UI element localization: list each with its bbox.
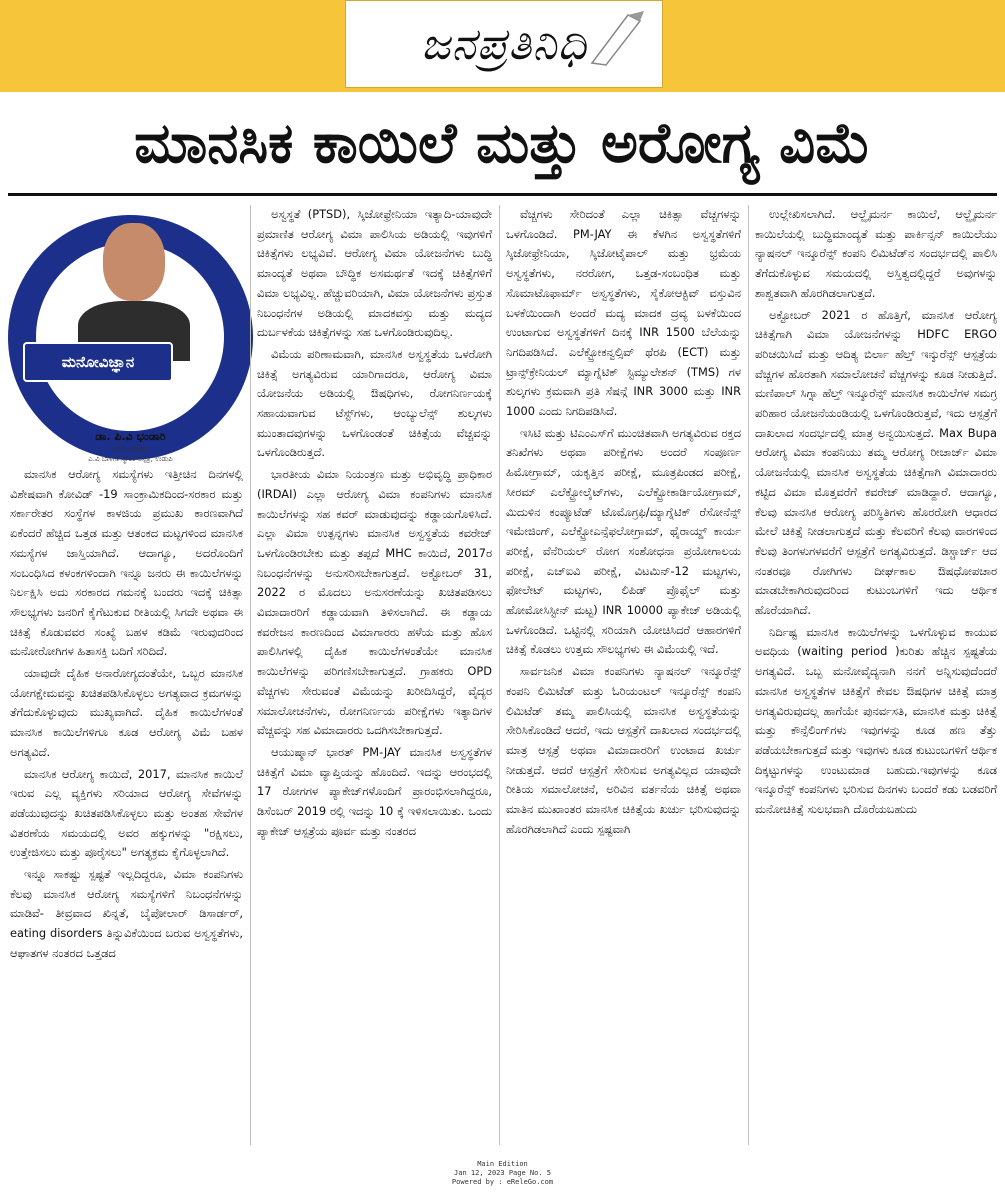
pen-nib-icon (588, 7, 648, 67)
author-org: ಎ.ವಿ ಬಾಳಿಗಾ ಸ್ಮಾರಕ ಆಸ್ಪತ್ರೆ, ಉಡುಪಿ (88, 455, 173, 463)
column-2 (257, 205, 492, 1150)
paragraph: ಸಾರ್ವಜನಿಕ ವಿಮಾ ಕಂಪನಿಗಳು ನ್ಯಾಷನಲ್ ಇನ್ಶೂರೆನ್ಸ್ ಕಂಪನಿ ಲಿಮಿಟೆಡ್ ಮತ್ತು ಓರಿಯಂಟಲ್ ಇನ್ಶೂರೆನ್ಸ್ ಕಂಪನಿ ಲಿಮಿಟೆಡ್ ತಮ್ಮ ಪಾಲಿಸಿಯಲ್ಲಿ ಮಾನಸಿಕ ಅಸ್ವಸ್ಥತೆಯನ್ನು ಸೇರಿಸಿಕೊಂಡಿದೆ ಆದರೆ, ಇದು ಆಸ್ಪತ್ರೆಗೆ ದಾಖಲಾದ ಸಂದರ್ಭದಲ್ಲಿ ಮಾತ್ರ ಆಸ್ಪತ್ರೆ ಅಥವಾ ವಿಮಾದಾರರಿಗೆ ಉಂಟಾದ ಖರ್ಚು ನೀಡುತ್ತದೆ. ಆದರೆ ಆಸ್ಪತ್ರೆಗೆ ಸೇರಿಸುವ ಅಗತ್ಯವಿಲ್ಲದ ಯಾವುದೇ ರೀತಿಯ ಸಮಾಲೋಚನೆ, ಅರಿವಿನ ವರ್ತನೆಯ ಚಿಕಿತ್ಸೆ ಅಥವಾ ಮಾತಿನ ಮುಖಾಂತರ ಮಾನಸಿಕ ಚಿಕಿತ್ಸೆಯ ಖರ್ಚು ಭರಿಸುವುದನ್ನು ಹೊರಗಿಡಲಾಗಿದೆ ಎಂದು ಸ್ಪಷ್ಟವಾಗಿ (506, 664, 741, 836)
paragraph: ಅಕ್ಟೋಬರ್ 2021 ರ ಹೊತ್ತಿಗೆ, ಮಾನಸಿಕ ಆರೋಗ್ಯ ಚಿಕಿತ್ಸೆಗಾಗಿ ವಿಮಾ ಯೋಜನೆಗಳನ್ನು HDFC ERGO ಪರಿಚಯಿಸಿದೆ ಮತ್ತು ಆದಿತ್ಯ ಬಿರ್ಲಾ ಹೆಲ್ತ್ ಇನ್ಶುರೆನ್ಸ್ ಆಸ್ಪತ್ರೆಯ ವೆಚ್ಚಗಳ ಹೊರತಾಗಿ ಸಮಾಲೋಚನೆ ವೆಚ್ಚಗಳನ್ನು ಕೂಡ ನೀಡುತ್ತಿದೆ. ಮಣಿಪಾಲ್ ಸಿಗ್ನಾ ಹೆಲ್ತ್ ಇನ್ಶೂರೆನ್ಸ್ ಮಾನಸಿಕ ಕಾಯಿಲೆಗಳ ಸಮಗ್ರ ಪರಿಹಾರ ಯೋಜನೆಯಂಡಿಯಲ್ಲಿ ಒಳಗೊಂಡಿರುತ್ತವೆ, ಇದು ಆಸ್ಪತ್ರೆಗೆ ದಾಖಲಾದ ಸಂದರ್ಭದಲ್ಲಿ ಮಾತ್ರ ಅನ್ವಯಿಸುತ್ತದೆ. Max Bupa ಆರೋಗ್ಯ ವಿಮಾ ಕಂಪನಿಯು ತಮ್ಮ ಆರೋಗ್ಯ ರೀಚಾರ್ಜ್ ವಿಮಾ ಯೋಜನೆಯಲ್ಲಿ ಮಾನಸಿಕ ಅಸ್ವಸ್ಥತೆಯ ಚಿಕಿತ್ಸೆಗಾಗಿ ವಿಮಾದಾರರು ಕಟ್ಟಿದ ವಿಮಾ ಮೊತ್ತವರೆಗೆ ಕವರೇಜ್ ಮಾಡಿದ್ದಾರೆ. ಆದಾಗ್ಯೂ, ಕೆಲವು ಮಾನಸಿಕ ಆರೋಗ್ಯ ಪರಿಸ್ಥಿತಿಗಳು ಹೊರರೋಗಿ ಆಧಾರದ ಮೇಲೆ ಚಿಕಿತ್ಸೆ ನೀಡಲಾಗುತ್ತದೆ ಮತ್ತು ಕೆಲವರಿಗೆ ಕೆಲವು ವಾರಗಳಿಂದ ಕೆಲವು ತಿಂಗಳುಗಳವರೆಗೆ ಆಸ್ಪತ್ರೆಗೆ ಅಗತ್ಯವಿರುತ್ತದೆ. ಡಿಸ್ಚಾರ್ಜ್ ಆದ ನಂತರವೂ ರೋಗಿಗಳು ದೀರ್ಘಕಾಲ ಔಷಧೋಪಚಾರ ಮಾಡಬೇಕಾಗಿರುವುದರಿಂದ ಕುಟುಂಬಗಳಿಗೆ ಇದು ಆರ್ಥಿಕ ಹೊರೆಯಾಗಿದೆ. (755, 307, 997, 618)
paragraph: ಇನ್ನೂ ಸಾಕಷ್ಟು ಸ್ಪಷ್ಟತೆ ಇಲ್ಲದಿದ್ದರೂ, ವಿಮಾ ಕಂಪನಿಗಳು ಕೆಲವು ಮಾನಸಿಕ ಆರೋಗ್ಯ ಸಮಸ್ಯೆಗಳಿಗೆ ನಿಬಂಧನೆಗಳನ್ನು ಮಾಡಿವೆ- ತೀವ್ರವಾದ ಖಿನ್ನತೆ, ಬೈಪೋಲಾರ್ ಡಿಸಾರ್ಡರ್, eating disorders ತಿನ್ನುವಿಕೆಯಿಂದ ಬರುವ ಅಸ್ವಸ್ಥತೆಗಳು, ಆಘಾತಗಳ ನಂತರದ ಒತ್ತಡದ (10, 867, 243, 960)
paragraph: ಭಾರತೀಯ ವಿಮಾ ನಿಯಂತ್ರಣ ಮತ್ತು ಅಭಿವೃದ್ಧಿ ಪ್ರಾಧಿಕಾರ (IRDAI) ಎಲ್ಲಾ ಆರೋಗ್ಯ ವಿಮಾ ಕಂಪನಿಗಳು ಮಾನಸಿಕ ಕಾಯಿಲೆಗಳನ್ನು ಸಹ ಕವರ್ ಮಾಡುವುದನ್ನು ಕಡ್ಡಾಯಗೊಳಿಸಿದೆ. ಎಲ್ಲಾ ವಿಮಾ ಉತ್ಪನ್ನಗಳು ಮಾನಸಿಕ ಅಸ್ವಸ್ಥತೆಯ ಕವರೇಜ್ ಒಳಗೊಂಡಿರಬೇಕು ಮತ್ತು ತಪ್ಪದೆ MHC ಕಾಯಿದೆ, 2017ರ ನಿಬಂಧನೆಗಳನ್ನು ಅನುಸರಿಸಬೇಕಾಗುತ್ತದೆ. ಅಕ್ಟೋಬರ್ 31, 2022 ರ ಮೊದಲು ಅನುಸರಣೆಯನ್ನು ಖಚಿತಪಡಿಸಲು ವಿಮಾದಾರರಿಗೆ ಕಡ್ಡಾಯವಾಗಿ ತಿಳಿಸಲಾಗಿದೆ. ಈ ಕಡ್ಡಾಯ ಕವರೇಜನ ಕಾರಣದಿಂದ ವಿಮಾಗಾರರು ಹಳೆಯ ಮತ್ತು ಹೊಸ ಪಾಲಿಸಿಗಳಲ್ಲಿ ದೈಹಿಕ ಕಾಯಿಲೆಗಳಂತೆಯೇ ಮಾನಸಿಕ ಕಾಯಿಲೆಗಳನ್ನು ಪರಿಗಣಿಸಬೇಕಾಗುತ್ತದೆ. ಗ್ರಾಹಕರು OPD ವೆಚ್ಚಗಳು ಸೇರುವಂತೆ ವಿಮೆಯನ್ನು ಖರೀದಿಸಿದ್ದರೆ, ವೈದ್ಯರ ಸಮಾಲೋಚನೆಗಳು, ರೋಗನಿರ್ಣಯ ಪರೀಕ್ಷೆಗಳು ಇತ್ಯಾದಿಗಳ ವೆಚ್ಚವನ್ನು ಸಹ ವಿಮಾದಾರರು ಒದಗಿಸಬೇಕಾಗುತ್ತದೆ. (257, 467, 492, 738)
paragraph: ಆಯುಷ್ಮಾನ್ ಭಾರತ್ PM-JAY ಮಾನಸಿಕ ಅಸ್ವಸ್ಥತೆಗಳ ಚಿಕಿತ್ಸೆಗೆ ವಿಮಾ ವ್ಯಾಪ್ತಿಯನ್ನು ಹೊಂದಿದೆ. ಇದನ್ನು ಆರಂಭದಲ್ಲಿ 17 ರೋಗಗಳ ಪ್ಯಾಕೇಜ್‌ಗಳೊಂದಿಗೆ ಪ್ರಾರಂಭಿಸಲಾಗಿದ್ದರೂ, ಡಿಸೆಂಬರ್ 2019 ರಲ್ಲಿ ಇದನ್ನು 10 ಕ್ಕೆ ಇಳಿಸಲಾಯಿತು. ಒಂದು ಪ್ಯಾಕೇಜ್ ಆಸ್ಪತ್ರೆಯ ಪೂರ್ವ ಮತ್ತು ನಂತರದ (257, 744, 492, 838)
column-divider (499, 205, 500, 1145)
author-photo (103, 223, 165, 301)
column-3 (506, 205, 741, 1150)
column-1 (10, 465, 243, 1150)
column-divider (250, 205, 251, 1145)
newspaper-title: ಜನಪ್ರತಿನಿಧಿ (420, 18, 588, 70)
author-badge (8, 205, 253, 465)
paragraph: ಅಸ್ವಸ್ಥತೆ (PTSD), ಸ್ಕಿಜೋಫ್ರೇನಿಯಾ ಇತ್ಯಾದಿ-ಯಾವುದೇ ಪ್ರಮಾಣಿತ ಆರೋಗ್ಯ ವಿಮಾ ಪಾಲಿಸಿಯ ಅಡಿಯಲ್ಲಿ ಇವುಗಳಿಗೆ ಚಿಕಿತ್ಸೆಗಳು ಲಭ್ಯವಿವೆ. ಆರೋಗ್ಯ ವಿಮಾ ಯೋಜನೆಗಳು ಬುದ್ಧಿ ಮಾಂದ್ಯತೆ ಅಥವಾ ಬೌದ್ಧಿಕ ಅಸಮರ್ಥತೆ ಇದಕ್ಕೆ ಚಿಕಿತ್ಸೆಗಳಿಗೆ ವಿಮಾ ಲಭ್ಯವಿಲ್ಲ. ಹೆಚ್ಚುವರಿಯಾಗಿ, ವಿಮಾ ಯೋಜನೆಗಳು ಪ್ರಸ್ತುತ ನಿಬಂಧನೆಗಳ ಅಡಿಯಲ್ಲಿ ಮಾದಕವಸ್ತು ಮತ್ತು ಮದ್ಯದ ದುರ್ಬಳಕೆಯ ಚಿಕಿತ್ಸೆಗಳನ್ನು ಸಹ ಒಳಗೊಂಡಿರುವುದಿಲ್ಲ. (257, 207, 492, 340)
powered-by-label: Powered by : eReleGo.com (451, 1178, 554, 1186)
headline-divider (8, 193, 997, 196)
paragraph: ಉಲ್ಲೇಖಿಸಲಾಗಿದೆ. ಆಲ್ಝೈಮರ್ನ ಕಾಯಿಲೆ, ಆಲ್ಝೈಮರ್ನ ಕಾಯಿಲೆಯಲ್ಲಿ ಬುದ್ಧಿಮಾಂದ್ಯತೆ ಮತ್ತು ಪಾರ್ಕಿನ್ಸನ್ ಕಾಯಿಲೆಯು ನ್ಯಾಷನಲ್ ಇನ್ಶೂರೆನ್ಸ್ ಕಂಪನಿ ಲಿಮಿಟೆಡ್‌ನ ಸಂದರ್ಭದಲ್ಲಿ ಪಾಲಿಸಿ ತೆಗೆದುಕೊಳ್ಳುವ ಸಮಯದಲ್ಲಿ ಅಸ್ತಿತ್ವದಲ್ಲಿದ್ದರೆ ಅವುಗಳನ್ನು ಶಾಶ್ವತವಾಗಿ ಹೊರಗಿಡಲಾಗುತ್ತದೆ. (755, 207, 997, 300)
column-tag: ಮನೋವಿಜ್ಞಾನ (23, 342, 173, 382)
author-role: ಮನೋವೈದ್ಯರು (113, 445, 148, 453)
article-headline: ಮಾನಸಿಕ ಕಾಯಿಲೆ ಮತ್ತು ಅರೋಗ್ಯ ವಿಮೆ (134, 111, 871, 176)
paragraph: ಇಸಿಟಿ ಮತ್ತು ಟಿಎಂಎಸ್‌ಗೆ ಮುಂಚಿತವಾಗಿ ಅಗತ್ಯವಿರುವ ರಕ್ತದ ತನಿಖೆಗಳು ಅಥವಾ ಪರೀಕ್ಷೆಗಳು ಅಂದರೆ ಸಂಪೂರ್ಣ ಹಿಮೋಗ್ರಾಮ್, ಯಕೃತ್ತಿನ ಪರೀಕ್ಷೆ, ಮೂತ್ರಪಿಂಡದ ಪರೀಕ್ಷೆ, ಸೀರಮ್ ಎಲೆಕ್ಟ್ರೋಲೈಟ್‌ಗಳು, ಎಲೆಕ್ಟ್ರೋಕಾರ್ಡಿಯೋಗ್ರಾಮ್, ಮಿದುಳಿನ ಕಂಪ್ಯೂಟೆಡ್ ಟೊಮೊಗ್ರಫಿ/ಮ್ಯಾಗ್ನೆಟಿಕ್ ರೆಸೋನೆನ್ಸ್ ಇಮೇಜಿಂಗ್, ಎಲೆಕ್ಟ್ರೋಎನ್ಸೆಫಲೋಗ್ರಾಮ್, ಥೈರಾಯ್ಡ್ ಕಾರ್ಯ ಪರೀಕ್ಷೆ, ವೆನೆರಿಯಲ್ ರೋಗ ಸಂಶೋಧನಾ ಪ್ರಯೋಗಾಲಯ ಪರೀಕ್ಷೆ, ಎಚ್ಐವಿ ಪರೀಕ್ಷೆ, ವಿಟಮಿನ್-12 ಮಟ್ಟಗಳು, ಫೋಲೇಟ್ ಮಟ್ಟಗಳು, ಲಿಪಿಡ್ ಪ್ರೊಫೈಲ್ ಮತ್ತು ಹೋಮೋಸಿಸ್ಟೀನ್ ಮಟ್ಟ) INR 10000 ಪ್ಯಾಕೇಜ್ ಅಡಿಯಲ್ಲಿ ಒಳಗೊಂಡಿದೆ. ಒಟ್ಟಿನಲ್ಲಿ ಸರಿಯಾಗಿ ಯೋಚಿಸಿದರೆ ಆಹಾರಗಳಿಗೆ ಚಿಕಿತ್ಸೆ ಕೊಡಲು ಉತ್ತಮ ಸೌಲಭ್ಯಗಳು ಈ ವಿಮೆಯಲ್ಲಿ ಇದೆ. (506, 425, 741, 657)
paragraph: ವೆಚ್ಚಗಳು ಸೇರಿದಂತೆ ಎಲ್ಲಾ ಚಿಕಿತ್ಸಾ ವೆಚ್ಚಗಳನ್ನು ಒಳಗೊಂಡಿದೆ. PM-JAY ಈ ಕೆಳಗಿನ ಅಸ್ವಸ್ಥತೆಗಳಿಗೆ ಸ್ಕಿಜೋಫ್ರೇನಿಯಾ, ಸ್ಕಿಜೋಟೈಪಾಲ್ ಮತ್ತು ಭ್ರಮೆಯ ಅಸ್ವಸ್ಥತೆಗಳು, ನರರೋಗ, ಒತ್ತಡ-ಸಂಬಂಧಿತ ಮತ್ತು ಸೊಮಾಟೊಫಾರ್ಮ್ ಅಸ್ವಸ್ಥತೆಗಳು, ಸೈಕೋಆಕ್ಟಿವ್ ವಸ್ತುವಿನ ಬಳಕೆಯಿಂದಾಗಿ ಅಂದರೆ ಮದ್ಯ ಮಾದಕ ದ್ರವ್ಯ ಬಳಕೆಯಿಂದ ಉಂಟಾಗುವ ಅಸ್ವಸ್ಥತೆಗಳಿಗೆ ದಿನಕ್ಕೆ INR 1500 ಬೆಲೆಯನ್ನು ನಿಗದಿಪಡಿಸಿದೆ. ಎಲೆಕ್ಟ್ರೋಕನ್ವಲ್ಸಿವ್ ಥೆರಪಿ (ECT) ಮತ್ತು ಟ್ರಾನ್ಸ್‌ಕ್ರೇನಿಯಲ್ ಮ್ಯಾಗ್ನೆಟಿಕ್ ಸ್ಟಿಮ್ಯುಲೇಶನ್ (TMS) ಗಳ ಶುಲ್ಕಗಳು ಕ್ರಮವಾಗಿ ಪ್ರತಿ ಸೆಷನ್ಗೆ INR 3000 ಮತ್ತು INR 1000 ಎಂದು ನಿಗದಿಪಡಿಸಿದೆ. (506, 207, 741, 419)
column-4 (755, 205, 997, 1150)
edition-label: Main Edition (477, 1160, 528, 1168)
date-page-label: Jan 12, 2023 Page No. 5 (454, 1169, 551, 1177)
author-credit (8, 430, 253, 464)
masthead-logo (345, 0, 663, 88)
page-footer (0, 1160, 1005, 1187)
paragraph: ಮಾನಸಿಕ ಆರೋಗ್ಯ ಕಾಯಿದೆ, 2017, ಮಾನಸಿಕ ಕಾಯಿಲೆ ಇರುವ ಎಲ್ಲ ವ್ಯಕ್ತಿಗಳು ಸರಿಯಾದ ಆರೋಗ್ಯ ಸೇವೆಗಳನ್ನು ಪಡೆಯುವುದನ್ನು ಖಚಿತಪಡಿಸಿಕೊಳ್ಳಲು ಮತ್ತು ಅಂತಹ ಸೇವೆಗಳ ವಿತರಣೆಯ ಸಮಯದಲ್ಲಿ ಅವರ ಹಕ್ಕುಗಳನ್ನು "ರಕ್ಷಿಸಲು, ಉತ್ತೇಜಿಸಲು ಮತ್ತು ಪೂರೈಸಲು" ಅಗತ್ಯಕ್ರಮ ಕೈಗೊಳ್ಳಲಾಗಿದೆ. (10, 766, 243, 860)
paragraph: ವಿಮೆಯ ಪರಿಣಾಮವಾಗಿ, ಮಾನಸಿಕ ಅಸ್ವಸ್ಥತೆಯ ಒಳರೋಗಿ ಚಿಕಿತ್ಸೆ ಅಗತ್ಯವಿರುವ ಯಾರಿಗಾದರೂ, ಆರೋಗ್ಯ ವಿಮಾ ಯೋಜನೆಯ ಅಡಿಯಲ್ಲಿ ಔಷಧಿಗಳು, ರೋಗನಿರ್ಣಯಕ್ಕೆ ಸಹಾಯವಾಗುವ ಟೆಸ್ಟ್‌ಗಳು, ಆಂಬ್ಯುಲೆನ್ಸ್ ಶುಲ್ಕಗಳು ಮುಂತಾದವುಗಳನ್ನು ಒಳಗೊಂಡಂತೆ ಚಿಕಿತ್ಸೆಯ ವೆಚ್ಚವನ್ನು ಒಳಗೊಂಡಿರುತ್ತದೆ. (257, 346, 492, 460)
paragraph: ನಿರ್ದಿಷ್ಟ ಮಾನಸಿಕ ಕಾಯಿಲೆಗಳನ್ನು ಒಳಗೊಳ್ಳುವ ಕಾಯುವ ಅವಧಿಯ (waiting period )ಕುರಿತು ಹೆಚ್ಚಿನ ಸ್ಪಷ್ಟತೆಯ ಅಗತ್ಯವಿದೆ. ಒಬ್ಬ ಮನೋವೈದ್ಯನಾಗಿ ನನಗೆ ಅನ್ನಿಸುವುದೆಂದರೆ ಮಾನಸಿಕ ಅಸ್ವಸ್ಥತೆಗಳ ಚಿಕಿತ್ಸೆಗೆ ಕೇವಲ ಔಷಧಿಗಳ ಚಿಕಿತ್ಸೆ ಮಾತ್ರ ಅಗತ್ಯವಿರುವುದಲ್ಲ ಹಾಗೆಯೇ ಪುನರ್ವಸತಿ, ಮಾನಸಿಕ ಮತ್ತು ಚಿಕಿತ್ಸೆ ಮತ್ತು ಕೌನ್ಸೆಲಿಂಗ್‌ಗಳು ಇವುಗಳನ್ನು ಕೂಡ ಹಣ ತೆತ್ತು ಪಡೆಯಬೇಕಾಗುತ್ತದೆ ಮತ್ತು ಇವುಗಳು ಕೂಡ ಕುಟುಂಬಗಳಿಗೆ ಆರ್ಥಿಕ ದಿಕ್ಕಟ್ಟುಗಳನ್ನು ಉಂಟುಮಾಡ ಬಹುದು.ಇವುಗಳನ್ನು ಕೂಡ ಇನ್ಶೂರೆನ್ಸ್ ಕಂಪನಿಗಳು ಭರಿಸುವ ದಿನಗಳು ಬಂದರೆ ಕಡು ಬಡವರಿಗೆ ಮನೋಚಿಕಿತ್ಸೆ ಸುಲಭವಾಗಿ ದೊರೆಯಬಹುದು (755, 624, 997, 817)
column-divider (748, 205, 749, 1145)
author-name: ಡಾ. ಪಿ.ವಿ ಭಂಡಾರಿ (95, 430, 166, 443)
paragraph: ಮಾನಸಿಕ ಆರೋಗ್ಯ ಸಮಸ್ಯೆಗಳು ಇತ್ತೀಚಿನ ದಿನಗಳಲ್ಲಿ ವಿಶೇಷವಾಗಿ ಕೋವಿಡ್ -19 ಸಾಂಕ್ರಾಮಿಕದಿಂದ-ಸರಕಾರ ಮತ್ತು ಸರ್ಕಾರೇತರ ಸಂಸ್ಥೆಗಳ ಕಾಳಜಿಯ ಪ್ರಮುಖ ಕಾರಣವಾಗಿದೆ ಏಕೆಂದರೆ ಹೆಚ್ಚಿದ ಒತ್ತಡ ಮತ್ತು ಆತಂಕದ ಮಟ್ಟಗಳಿಂದ ಮಾನಸಿಕ ಸಮಸ್ಯೆಗಳ ಜಾಸ್ತಿಯಾಗಿದೆ. ಆದಾಗ್ಯೂ, ಅದರೊಂದಿಗೆ ಸಂಬಂಧಿಸಿದ ಕಳಂಕಗಳಿಂದಾಗಿ ಇನ್ನೂ ಜನರು ಈ ಕಾಯಿಲೆಗಳನ್ನು ನಿರ್ಲಕ್ಷಿಸಿ ಅದು ಸರಕಾರದ ಗಮನಕ್ಕೆ ಬಂದರು ಇದಕ್ಕೆ ಚಿಕಿತ್ಸಾ ಸೌಲಭ್ಯಗಳು ಜನರಿಗೆ ಕೈಗೆಟುಕುವ ರೀತಿಯಲ್ಲಿ ಸಿಗದೇ ಅಥವಾ ಈ ಚಿಕಿತ್ಸೆ ಕೊಡುವವರ ಸಂಖ್ಯೆ ಬಹಳ ಕಡಿಮೆ ಇರುವುದರಿಂದ ಮನೋರೋಗಿಗಳ ಹಿತಾಸಕ್ತಿ ಬದಿಗೆ ಸರಿದಿದೆ. (10, 467, 243, 659)
paragraph: ಯಾವುದೇ ದೈಹಿಕ ಅನಾರೋಗ್ಯದಂತೆಯೇ, ಒಬ್ಬರ ಮಾನಸಿಕ ಯೋಗಕ್ಷೇಮವನ್ನು ಖಚಿತಪಡಿಸಿಕೊಳ್ಳಲು ಅಗತ್ಯವಾದ ಕ್ರಮಗಳನ್ನು ತೆಗೆದುಕೊಳ್ಳುವುದು ಮುಖ್ಯವಾಗಿದೆ. ದೈಹಿಕ ಕಾಯಿಲೆಗಳಂತೆ ಮಾನಸಿಕ ಕಾಯಿಲೆಗಳಿಗೂ ಕೂಡ ಆರೋಗ್ಯ ವಿಮೆ ಬಹಳ ಅಗತ್ಯವಿದೆ. (10, 666, 243, 759)
